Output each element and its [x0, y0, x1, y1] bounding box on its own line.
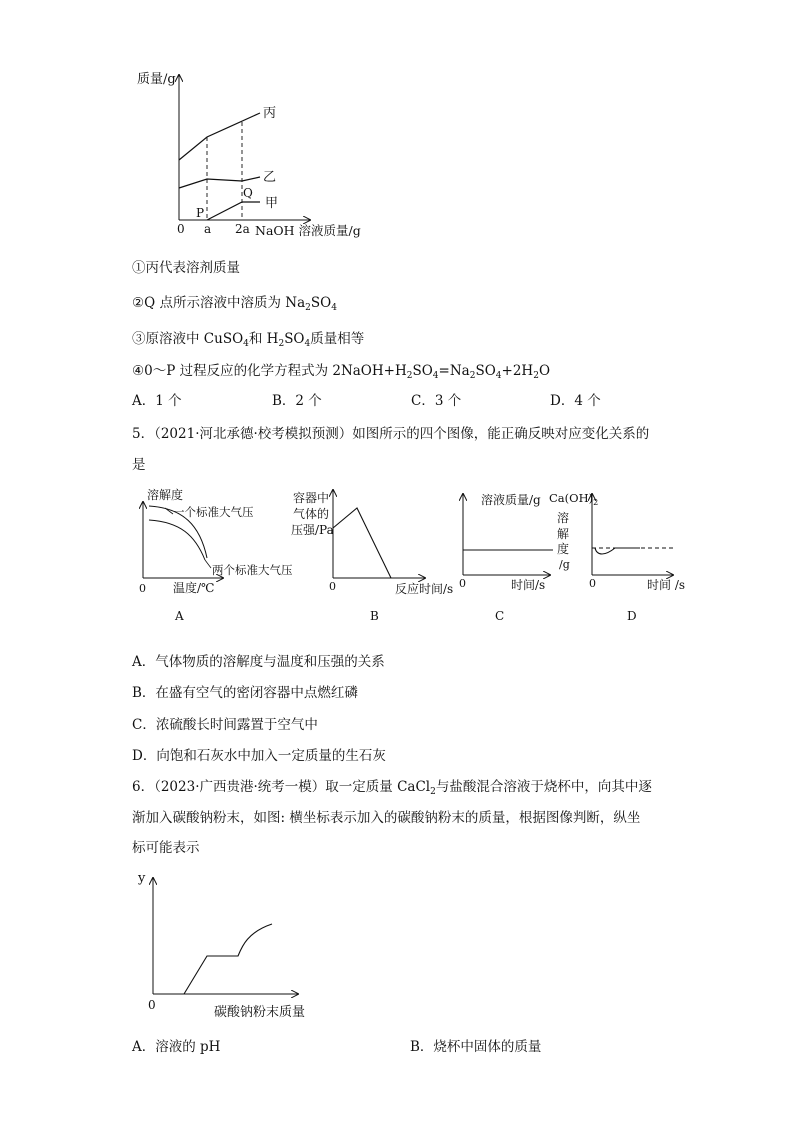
q6-stem-line2: 渐加入碳酸钠粉末，如图: 横坐标表示加入的碳酸钠粉末的质量，根据图像判断，纵坐 — [132, 810, 641, 826]
fig-b-xlabel: 反应时间/s — [395, 582, 454, 596]
fig-c-origin: 0 — [459, 577, 466, 590]
fig-b-origin: 0 — [329, 580, 336, 593]
q5-option-d[interactable]: D．向饱和石灰水中加入一定质量的生石灰 — [132, 748, 386, 764]
q5-figures — [125, 480, 695, 630]
figure-mass-vs-naoh — [125, 65, 385, 245]
fig-d-curve — [595, 548, 640, 554]
fig-b-caption: B — [370, 609, 379, 623]
fig-c-ylabel: 溶液质量/g — [481, 493, 541, 507]
tick-2a: 2a — [235, 222, 250, 236]
tick-a: a — [204, 222, 212, 236]
fig-d-ylabel-top: $Ca(OH)_2$ — [549, 491, 599, 507]
q5-option-b[interactable]: B．在盛有空气的密闭容器中点燃红磷 — [132, 685, 358, 701]
statement-4: ④0～P 过程反应的化学方程式为 $2NaOH+H_2SO_4=Na_2SO_4+2H_2O$ — [132, 363, 551, 381]
fig-c — [459, 492, 553, 623]
q6-origin: 0 — [148, 998, 156, 1012]
fig-a-curve2-label: 两个标准大气压 — [212, 563, 293, 577]
statement-2: ②Q 点所示溶液中溶质为 $Na_2SO_4$ — [132, 295, 337, 313]
fig-b-ylabel1: 容器中 — [293, 491, 330, 505]
statement-3: ③原溶液中 CuSO$_4$和 $H_2SO_4$质量相等 — [132, 331, 365, 349]
q6-ylabel: y — [138, 871, 146, 886]
fig-d-origin: 0 — [589, 577, 596, 590]
label-jia: 甲 — [265, 196, 279, 211]
q5-stem-line1: 5．（2021·河北承德·校考模拟预测）如图所示的四个图像，能正确反映对应变化关系的 — [132, 426, 650, 442]
fig-d-ylabel2: 解 — [557, 527, 570, 541]
fig-a-origin: 0 — [139, 582, 146, 595]
x-axis-label: NaOH 溶液质量/g — [255, 223, 361, 238]
q5-stem-line2: 是 — [132, 457, 146, 473]
fig-d-xlabel: 时间 /s — [647, 578, 686, 592]
fig-d-ylabel3: 度 — [557, 542, 570, 556]
statement-1: ①丙代表溶剂质量 — [132, 260, 240, 276]
fig-b-line — [333, 508, 391, 578]
q6-xlabel: 碳酸钠粉末质量 — [214, 1005, 306, 1020]
fig-d-caption: D — [627, 609, 637, 623]
fig-d-ylabel1: 溶 — [557, 511, 570, 525]
q6-curve — [184, 924, 272, 994]
fig-b — [291, 490, 453, 623]
q5-option-c[interactable]: C．浓硫酸长时间露置于空气中 — [132, 717, 318, 733]
y-axis-label: 质量/g — [137, 72, 176, 87]
fig-a-leader-2 — [205, 560, 211, 568]
q4-option-a[interactable]: A．1 个 — [132, 393, 182, 409]
fig-a-curve1-label: 一个标准大气压 — [173, 505, 254, 519]
q4-option-d[interactable]: D．4 个 — [550, 393, 601, 409]
q5-option-a[interactable]: A．气体物质的溶解度与温度和压强的关系 — [132, 654, 385, 670]
fig-d — [549, 491, 685, 623]
fig-a-curve-1atm — [149, 520, 205, 560]
fig-a-xlabel: 温度/℃ — [173, 581, 215, 595]
q6-stem-line1: 6．（2023·广西贵港·统考一模）取一定质量 CaCl$_2$与盐酸混合溶液于烧杯中，向其中逐 — [132, 779, 652, 797]
label-bing: 丙 — [263, 106, 277, 121]
line-jia — [207, 202, 260, 220]
fig-d-ylabel4: /g — [559, 558, 570, 571]
fig-a-ylabel: 溶解度 — [147, 488, 184, 502]
label-q: Q — [243, 186, 253, 200]
q6-option-a[interactable]: A．溶液的 pH — [132, 1039, 221, 1055]
fig-a-caption: A — [175, 609, 184, 623]
label-yi: 乙 — [263, 170, 277, 185]
q4-option-b[interactable]: B．2 个 — [272, 393, 322, 409]
line-bing — [179, 113, 260, 160]
q6-stem-line3: 标可能表示 — [132, 840, 200, 856]
q6-figure — [130, 866, 340, 1026]
fig-b-ylabel3: 压强/Pa — [291, 523, 334, 537]
fig-c-caption: C — [495, 609, 505, 623]
origin-label: 0 — [177, 222, 185, 236]
fig-a — [139, 487, 293, 623]
label-p: P — [196, 206, 205, 220]
fig-b-ylabel2: 气体的 — [293, 507, 330, 521]
q4-option-c[interactable]: C．3 个 — [411, 393, 462, 409]
q6-option-b[interactable]: B．烧杯中固体的质量 — [410, 1039, 542, 1055]
fig-c-xlabel: 时间/s — [511, 578, 546, 592]
